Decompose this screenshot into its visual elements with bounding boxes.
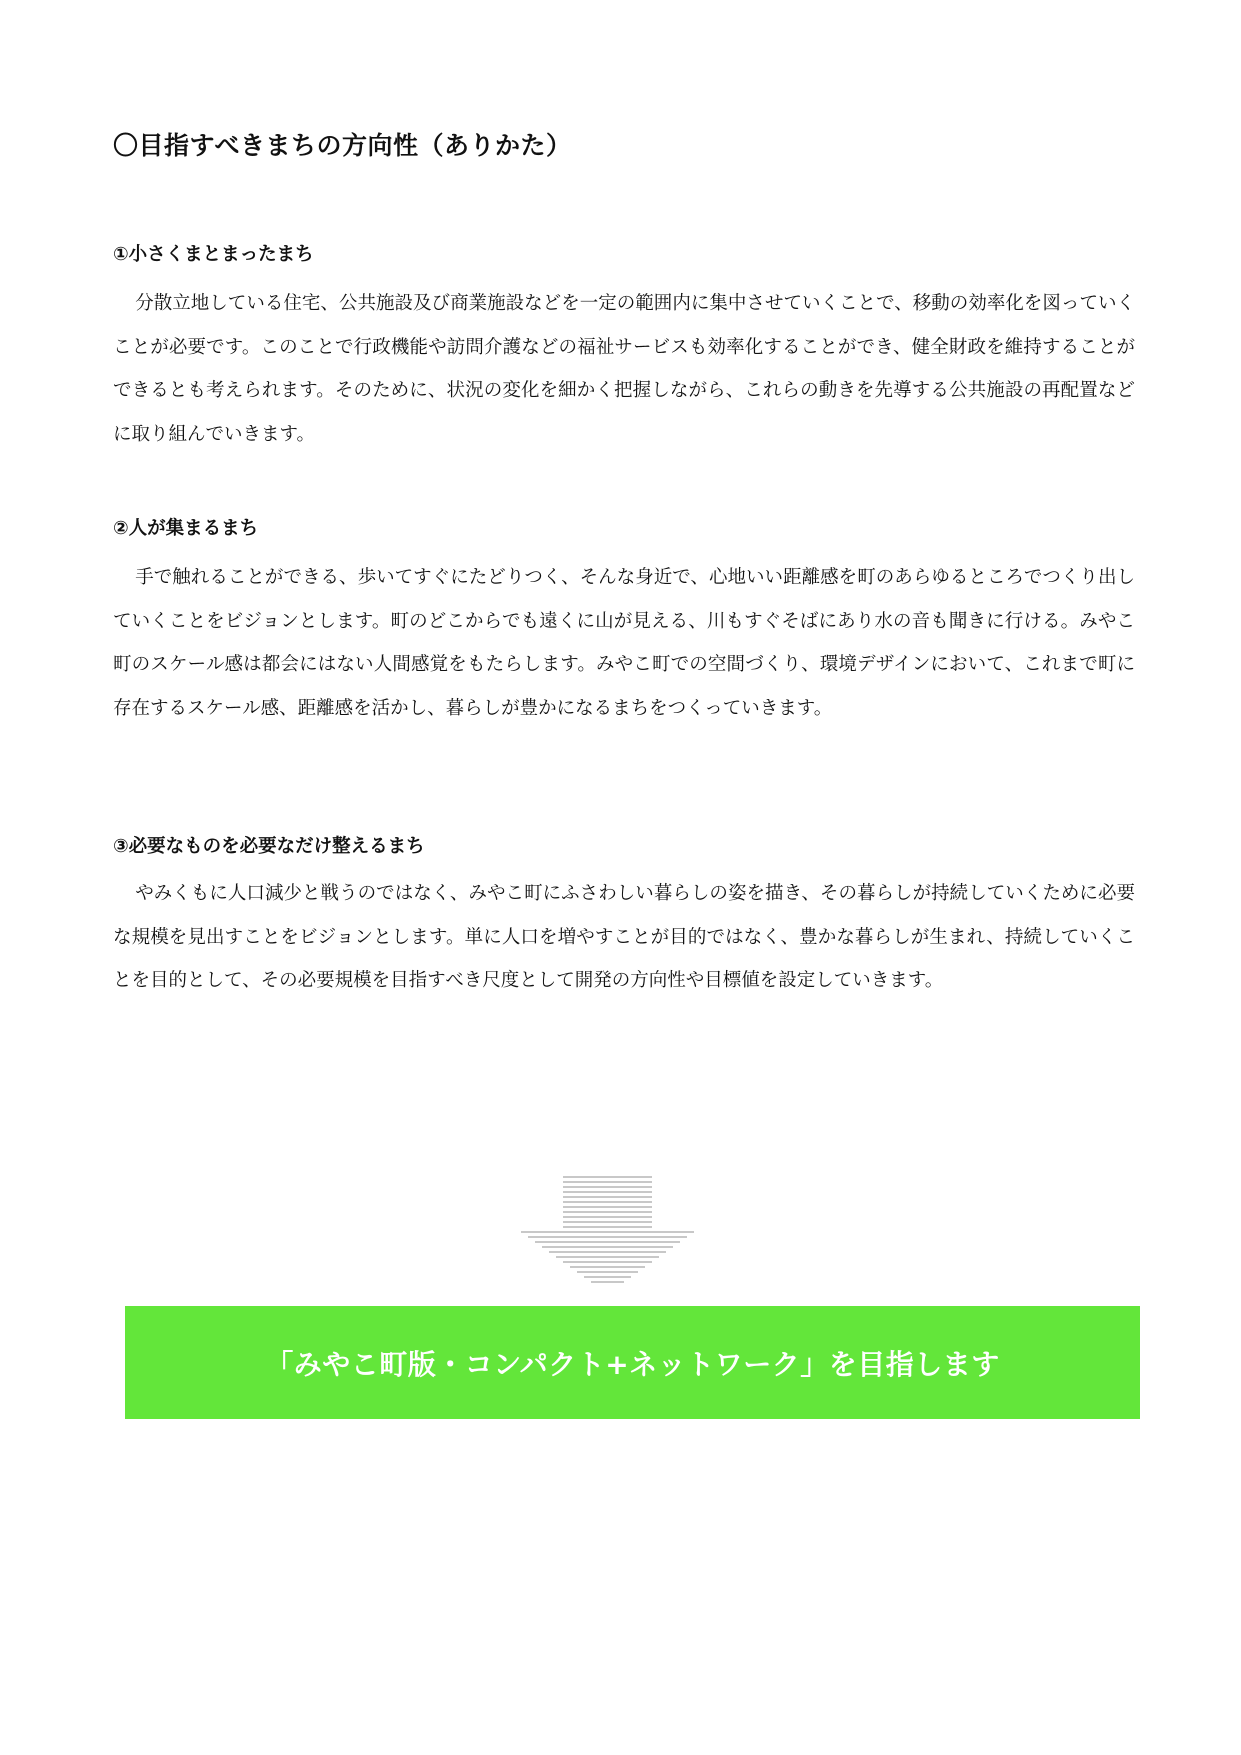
vision-banner-text: 「みやこ町版・コンパクト+ネットワーク」を目指します	[265, 1347, 1000, 1381]
down-arrow-icon	[520, 1175, 695, 1285]
section-body-gathering-town: 手で触れることができる、歩いてすぐにたどりつく、そんな身近で、心地いい距離感を町のあらゆるところでつくり出していくことをビジョンとします。町のどこからでも遠くに山が見える、川もすぐそばにあり水の音も聞きに行ける。みやこ町のスケール感は都会にはない人間感覚をもたらします。みやこ町での空間づくり、環境デザインにおいて、これまで町に存在するスケール感、距離感を活かし、暮らしが豊かになるまちをつくっていきます。	[113, 567, 1135, 719]
page-title: 〇目指すべきまちの方向性（ありかた）	[113, 131, 572, 160]
section-body-necessary-town: やみくもに人口減少と戦うのではなく、みやこ町にふさわしい暮らしの姿を描き、その暮らしが持続していくために必要な規模を見出すことをビジョンとします。単に人口を増やすことが目的ではなく、豊かな暮らしが生まれ、持続していくことを目的として、その必要規模を目指すべき尺度として開発の方向性や目標値を設定していきます。	[113, 883, 1135, 991]
section-body-compact-town: 分散立地している住宅、公共施設及び商業施設などを一定の範囲内に集中させていくことで、移動の効率化を図っていくことが必要です。このことで行政機能や訪問介護などの福祉サービスも効率化することができ、健全財政を維持することができるとも考えられます。そのために、状況の変化を細かく把握しながら、これらの動きを先導する公共施設の再配置などに取り組んでいきます。	[113, 293, 1135, 445]
section-heading-compact-town: ①小さくまとまったまち	[113, 244, 314, 265]
vision-banner	[125, 1306, 1140, 1419]
section-heading-necessary-town: ③必要なものを必要なだけ整えるまち	[113, 836, 425, 857]
section-heading-gathering-town: ②人が集まるまち	[113, 518, 259, 539]
